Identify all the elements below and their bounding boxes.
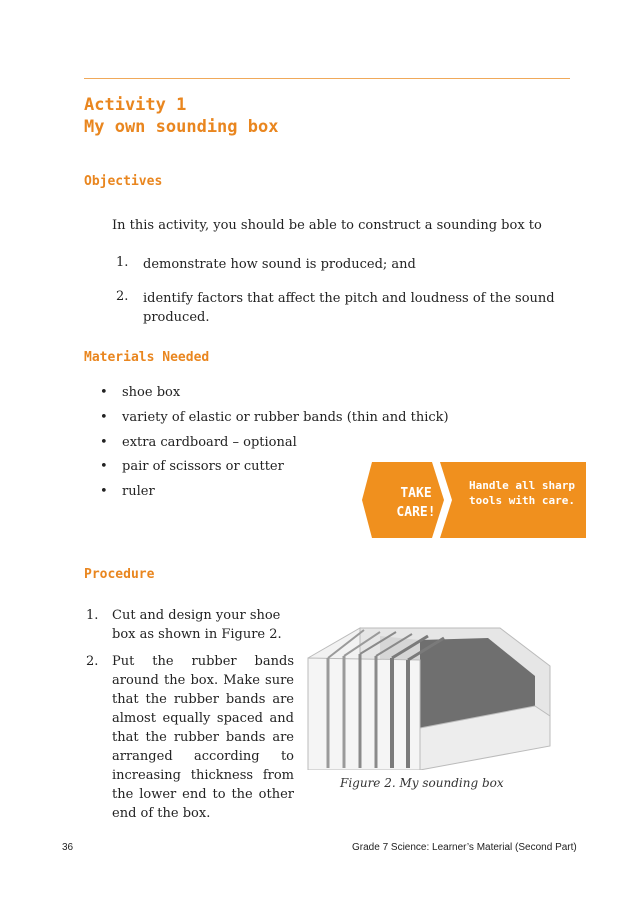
take-care-callout — [362, 462, 586, 538]
step-number: 2. — [86, 654, 99, 669]
bullet-icon: • — [100, 385, 108, 400]
procedure-heading: Procedure — [84, 567, 155, 582]
objective-number: 1. — [116, 255, 129, 270]
step-line: end of the box. — [112, 806, 211, 821]
sounding-box-image — [300, 620, 558, 770]
objective-text-continued: produced. — [143, 310, 210, 325]
step-line: box as shown in Figure 2. — [112, 627, 282, 642]
take-care-line1: TAKE — [400, 486, 432, 501]
step-line: arranged according to — [112, 749, 294, 764]
take-care-message-line2: tools with care. — [469, 494, 575, 507]
material-item: variety of elastic or rubber bands (thin and thick) — [122, 410, 449, 425]
footer-source: Grade 7 Science: Learner’s Material (Second Part) — [352, 842, 577, 853]
bullet-icon: • — [100, 410, 108, 425]
take-care-message — [457, 478, 587, 508]
step-line: that the rubber bands are — [112, 692, 294, 707]
take-care-label — [386, 484, 446, 522]
step-line: that the rubber bands are — [112, 730, 294, 745]
objective-text: demonstrate how sound is produced; and — [143, 257, 416, 272]
material-item: pair of scissors or cutter — [122, 459, 284, 474]
bullet-icon: • — [100, 435, 108, 450]
activity-title — [84, 94, 278, 138]
bullet-icon: • — [100, 484, 108, 499]
page-number: 36 — [62, 842, 74, 853]
sounding-box-figure — [300, 620, 558, 774]
step-line: almost equally spaced and — [112, 711, 294, 726]
header-rule — [84, 78, 570, 79]
activity-name: My own sounding box — [84, 117, 279, 137]
material-item: shoe box — [122, 385, 181, 400]
step-line: Put the rubber bands — [112, 654, 294, 669]
figure-caption: Figure 2. My sounding box — [340, 776, 504, 790]
activity-number: Activity 1 — [84, 95, 187, 115]
procedure-step — [112, 606, 294, 644]
objectives-intro: In this activity, you should be able to construct a sounding box to — [112, 218, 542, 233]
bullet-icon: • — [100, 459, 108, 474]
step-line: the lower end to the other — [112, 787, 294, 802]
procedure-step — [112, 652, 294, 823]
materials-heading: Materials Needed — [84, 350, 210, 365]
material-item: ruler — [122, 484, 155, 499]
objective-text: identify factors that affect the pitch and loudness of the sound — [143, 291, 555, 306]
step-line: around the box. Make sure — [112, 673, 294, 688]
material-item: extra cardboard – optional — [122, 435, 297, 450]
step-number: 1. — [86, 608, 99, 623]
objectives-heading: Objectives — [84, 174, 163, 189]
objective-number: 2. — [116, 289, 129, 304]
step-line: Cut and design your shoe — [112, 608, 281, 623]
step-line: increasing thickness from — [112, 768, 294, 783]
take-care-message-line1: Handle all sharp — [469, 479, 575, 492]
take-care-line2: CARE! — [396, 505, 436, 520]
